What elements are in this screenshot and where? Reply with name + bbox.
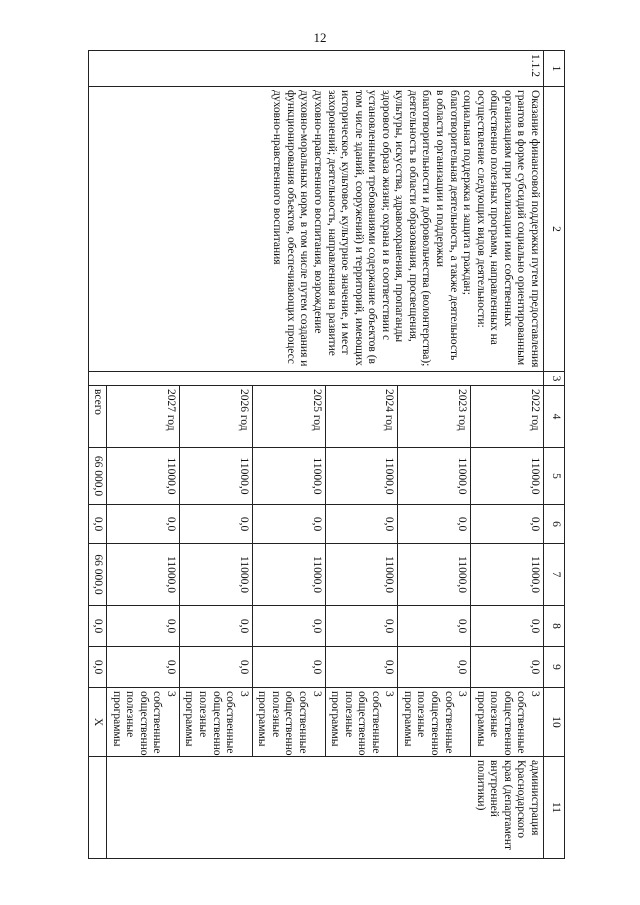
col-header-11: 11 xyxy=(544,757,565,859)
result-cell-total: Х xyxy=(88,688,107,757)
status-cell xyxy=(88,372,543,386)
year-cell: 2023 год xyxy=(398,386,471,448)
total-funding-cell: 11000,0 xyxy=(179,448,252,505)
federal-funding-cell: 0,0 xyxy=(252,505,325,544)
regional-funding-cell: 66 000,0 xyxy=(88,544,107,606)
col-header-10: 10 xyxy=(544,688,565,757)
federal-funding-cell: 0,0 xyxy=(471,505,544,544)
other-funding-cell: 0,0 xyxy=(179,647,252,688)
total-funding-cell: 11000,0 xyxy=(325,448,398,505)
federal-funding-cell: 0,0 xyxy=(325,505,398,544)
regional-funding-cell: 11000,0 xyxy=(179,544,252,606)
local-funding-cell: 0,0 xyxy=(252,606,325,647)
federal-funding-cell: 0,0 xyxy=(398,505,471,544)
col-header-4: 4 xyxy=(544,386,565,448)
total-funding-cell: 11000,0 xyxy=(107,448,180,505)
program-table xyxy=(88,50,565,859)
year-cell: 2027 год xyxy=(107,386,180,448)
table-row xyxy=(471,51,544,859)
total-funding-cell: 11000,0 xyxy=(398,448,471,505)
col-header-5: 5 xyxy=(544,448,565,505)
other-funding-cell: 0,0 xyxy=(107,647,180,688)
total-funding-cell: 66 000,0 xyxy=(88,448,107,505)
executor-cell-empty xyxy=(88,757,107,859)
total-funding-cell: 11000,0 xyxy=(252,448,325,505)
local-funding-cell: 0,0 xyxy=(325,606,398,647)
other-funding-cell: 0,0 xyxy=(471,647,544,688)
regional-funding-cell: 11000,0 xyxy=(252,544,325,606)
federal-funding-cell: 0,0 xyxy=(179,505,252,544)
federal-funding-cell: 0,0 xyxy=(88,505,107,544)
regional-funding-cell: 11000,0 xyxy=(471,544,544,606)
regional-funding-cell: 11000,0 xyxy=(325,544,398,606)
year-cell: 2026 год xyxy=(179,386,252,448)
regional-funding-cell: 11000,0 xyxy=(398,544,471,606)
local-funding-cell: 0,0 xyxy=(107,606,180,647)
col-header-1: 1 xyxy=(544,51,565,87)
year-cell: 2022 год xyxy=(471,386,544,448)
other-funding-cell: 0,0 xyxy=(252,647,325,688)
page-number: 12 xyxy=(313,30,327,45)
year-cell-total: всего xyxy=(88,386,107,448)
other-funding-cell: 0,0 xyxy=(398,647,471,688)
federal-funding-cell: 0,0 xyxy=(107,505,180,544)
col-header-2: 2 xyxy=(544,87,565,372)
result-cell: 3 собственные общественно полезные программы xyxy=(107,688,180,757)
local-funding-cell: 0,0 xyxy=(398,606,471,647)
row-number: 1.1.2 xyxy=(88,51,543,87)
col-header-9: 9 xyxy=(544,647,565,688)
header-row xyxy=(544,51,565,859)
executor-cell: администрация Краснодарского края (департамент внутренней политики) xyxy=(107,757,544,859)
local-funding-cell: 0,0 xyxy=(179,606,252,647)
local-funding-cell: 0,0 xyxy=(88,606,107,647)
other-funding-cell: 0,0 xyxy=(88,647,107,688)
col-header-7: 7 xyxy=(544,544,565,606)
other-funding-cell: 0,0 xyxy=(325,647,398,688)
col-header-6: 6 xyxy=(544,505,565,544)
year-cell: 2024 год xyxy=(325,386,398,448)
rotated-table-container xyxy=(92,50,565,858)
regional-funding-cell: 11000,0 xyxy=(107,544,180,606)
result-cell: 3 собственные общественно полезные программы xyxy=(252,688,325,757)
local-funding-cell: 0,0 xyxy=(471,606,544,647)
result-cell: 3 собственные общественно полезные программы xyxy=(179,688,252,757)
result-cell: 3 собственные общественно полезные программы xyxy=(325,688,398,757)
col-header-3: 3 xyxy=(544,372,565,386)
col-header-8: 8 xyxy=(544,606,565,647)
total-funding-cell: 11000,0 xyxy=(471,448,544,505)
measure-description: Оказание финансовой поддержки путем предоставления грантов в форме субсидий социально ориентированным организациям при реализации ими собственных общественно полезных программ, направленных на осуществление следующих видов деятельности: социальная поддержка и защита граждан; благотворительная деятельность, а также деятельность в области организации и поддержки благотворительности и добровольчества (волонтерства); деятельность в области образования, просвещения, культуры, искусства, здравоохранения, пропаганды здорового образа жизни; охрана и в соответствии с установленными требованиями содержание объектов (в том числе зданий, сооружений) и территорий, имеющих историческое, культовое, культурное значение, и мест захоронений; деятельность, направленная на развитие духовно-нравственного воспитания, возрождение духовно-моральных норм, в том числе путем создания и функционирования объектов, обеспечивающих процесс духовно-нравственного воспитания xyxy=(88,87,543,372)
year-cell: 2025 год xyxy=(252,386,325,448)
result-cell: 3 собственные общественно полезные программы xyxy=(471,688,544,757)
result-cell: 3 собственные общественно полезные программы xyxy=(398,688,471,757)
